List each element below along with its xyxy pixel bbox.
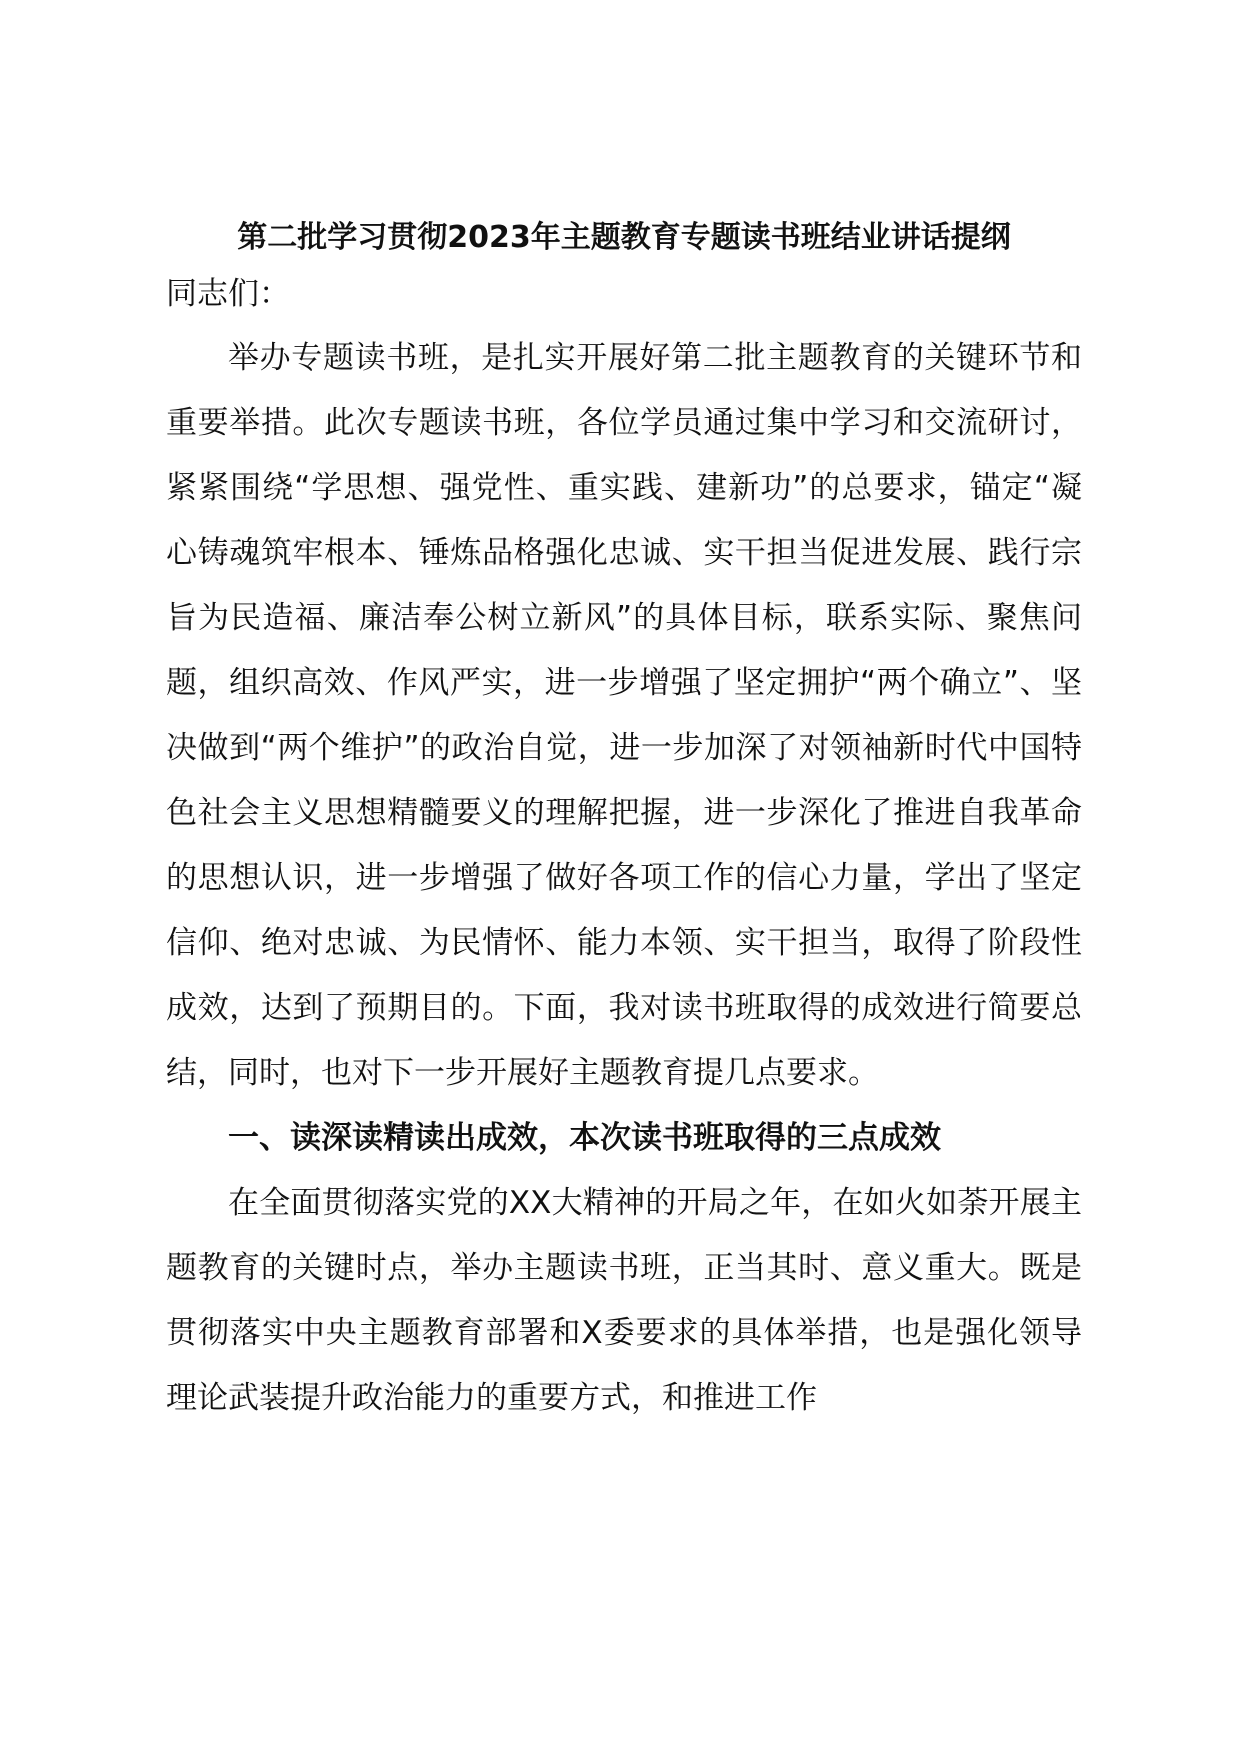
section-paragraph: 在全面贯彻落实党的XX大精神的开局之年，在如火如荼开展主题教育的关键时点，举办主题读书班，正当其时、意义重大。既是贯彻落实中央主题教育部署和X委要求的具体举措，也是强化领导理论武装提升政治能力的重要方式，和推进工作 [166, 1185, 1082, 1416]
intro-paragraph: 举办专题读书班，是扎实开展好第二批主题教育的关键环节和重要举措。此次专题读书班，各位学员通过集中学习和交流研讨，紧紧围绕“学思想、强党性、重实践、建新功”的总要求，锚定“凝心铸魂筑牢根本、锤炼品格强化忠诚、实干担当促进发展、践行宗旨为民造福、廉洁奉公树立新风”的具体目标，联系实际、聚焦问题，组织高效、作风严实，进一步增强了坚定拥护“两个确立”、坚决做到“两个维护”的政治自觉，进一步加深了对领袖新时代中国特色社会主义思想精髓要义的理解把握，进一步深化了推进自我革命的思想认识，进一步增强了做好各项工作的信心力量，学出了坚定信仰、绝对忠诚、为民情怀、能力本领、实干担当，取得了阶段性成效，达到了预期目的。下面，我对读书班取得的成效进行简要总结，同时，也对下一步开展好主题教育提几点要求。 [166, 340, 1082, 1091]
section-heading: 一、读深读精读出成效，本次读书班取得的三点成效 [228, 1120, 941, 1156]
document-body [166, 214, 1082, 1431]
document-title: 第二批学习贯彻2023年主题教育专题读书班结业讲话提纲 [237, 220, 1011, 255]
salutation: 同志们： [166, 276, 290, 312]
